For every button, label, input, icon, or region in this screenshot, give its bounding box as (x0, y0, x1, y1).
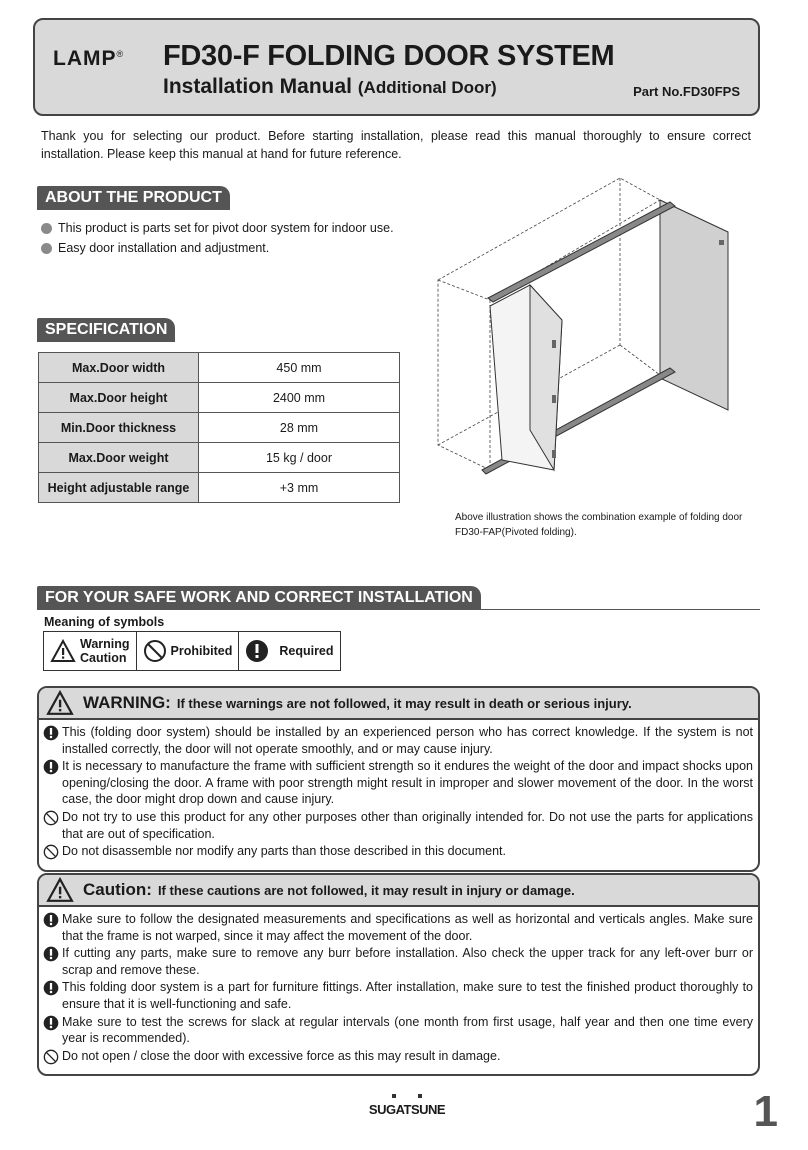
header-banner (33, 18, 760, 116)
lamp-logo: LAMP® (53, 47, 125, 70)
table-row: Max.Door weight 15 kg / door (39, 443, 400, 473)
table-row: Max.Door width 450 mm (39, 353, 400, 383)
item-text: Do not open / close the door with excessive force as this may result in damage. (62, 1048, 501, 1063)
legend-prohibited: Prohibited (137, 632, 240, 670)
required-icon (43, 1014, 62, 1047)
part-number: Part No.FD30FPS (633, 84, 740, 99)
bullet-dot-icon (41, 243, 52, 254)
warning-header: WARNING: If these warnings are not followed, it may result in death or serious injury. (39, 688, 758, 720)
safety-heading: FOR YOUR SAFE WORK AND CORRECT INSTALLATION (37, 586, 481, 610)
list-item (43, 724, 753, 757)
list-item (43, 758, 753, 808)
table-row: Max.Door height 2400 mm (39, 383, 400, 413)
page-subtitle: Installation Manual (Additional Door) (163, 75, 497, 98)
item-text: Make sure to test the screws for slack at regular intervals (one month from first usage, half year and then one time every year is recommended). (62, 1014, 753, 1046)
caution-box (37, 873, 760, 1076)
list-item (43, 1048, 753, 1070)
required-icon (43, 911, 62, 944)
list-item (43, 809, 753, 842)
section-rule (37, 609, 760, 610)
illustration-caption: Above illustration shows the combination example of folding door FD30-FAP(Pivoted folding). (455, 512, 743, 538)
item-text: This folding door system is a part for furniture fittings. After installation, make sure to test the finished product thoroughly to ensure that it is well-functioning and safe. (62, 980, 753, 1011)
list-item (43, 1014, 753, 1047)
folding-door-illustration (430, 170, 760, 505)
legend-warning: Warning Caution (44, 632, 137, 670)
list-item (43, 945, 753, 978)
about-bullets (41, 218, 394, 258)
item-text: Make sure to follow the designated measurements and specifications as well as horizontal and verticals angles. Make sure that the frame is not warped, since it may affect the movement of the door. (62, 912, 753, 943)
list-item (43, 979, 753, 1012)
bullet-dot-icon (41, 223, 52, 234)
list-item: This product is parts set for pivot door system for indoor use. (41, 218, 394, 238)
legend-required: Required (239, 632, 339, 670)
prohibited-icon (43, 843, 62, 865)
caution-header: Caution: If these cautions are not followed, it may result in injury or damage. (39, 875, 758, 907)
item-text: If cutting any parts, make sure to remove any burr before installation. Also check the upper track for any left-over burr or scrap and remove these. (62, 946, 753, 977)
prohibited-icon (143, 639, 167, 663)
item-text: It is necessary to manufacture the frame with sufficient strength so it endures the weight of the door and impact shocks upon opening/closing the door. A frame with poor strength might result in improper and slower movement of the door. In the worst case, the door might drop down and cause injury. (62, 759, 753, 807)
item-text: Do not disassemble nor modify any parts than those described in this document. (62, 844, 506, 859)
warning-box (37, 686, 760, 872)
about-heading: ABOUT THE PRODUCT (37, 186, 230, 210)
list-item (43, 843, 753, 865)
page-title: FD30-F FOLDING DOOR SYSTEM (163, 40, 615, 72)
sugatsune-logo: SUGATSUNE (367, 1094, 447, 1117)
item-text: This (folding door system) should be installed by an experienced person who has correct knowledge. If the system is not installed correctly, the door will not operate smoothly, and or may cause injury. (62, 725, 753, 756)
prohibited-icon (43, 809, 62, 842)
table-row: Min.Door thickness 28 mm (39, 413, 400, 443)
symbols-legend (43, 631, 341, 671)
spec-table (38, 352, 400, 503)
table-row: Height adjustable range +3 mm (39, 473, 400, 503)
warning-triangle-icon (45, 877, 75, 903)
item-text: Do not try to use this product for any other purposes other than originally intended for. Do not use the parts for applications that are out of specification. (62, 809, 753, 841)
required-icon (245, 639, 269, 663)
page-number: 1 (753, 1087, 778, 1136)
symbols-title: Meaning of symbols (44, 615, 165, 629)
required-icon (43, 724, 62, 757)
required-icon (43, 758, 62, 808)
warning-triangle-icon (50, 639, 76, 663)
required-icon (43, 979, 62, 1012)
list-item (43, 911, 753, 944)
list-item: Easy door installation and adjustment. (41, 238, 394, 258)
intro-text: Thank you for selecting our product. Before starting installation, please read this manual thoroughly to ensure correct installation. Please keep this manual at hand for future reference. (41, 129, 751, 161)
spec-heading: SPECIFICATION (37, 318, 175, 342)
warning-triangle-icon (45, 690, 75, 716)
prohibited-icon (43, 1048, 62, 1070)
required-icon (43, 945, 62, 978)
